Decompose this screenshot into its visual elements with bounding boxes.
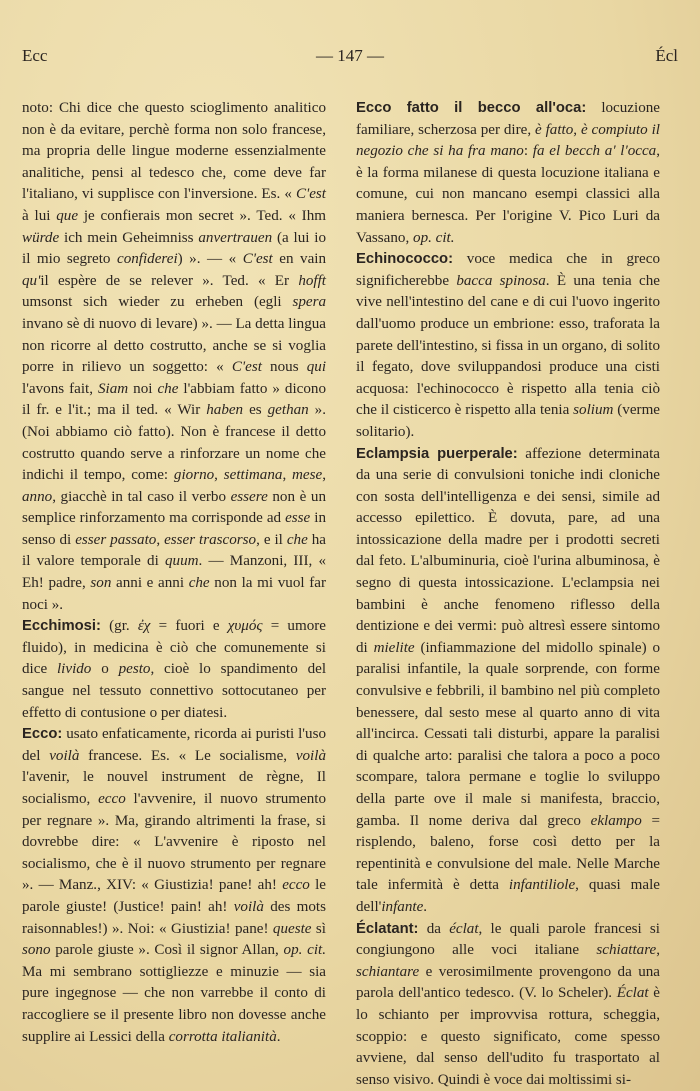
- entry-headword: Ecchimosi:: [22, 618, 101, 635]
- page-header: [22, 46, 678, 70]
- entry-headword: Eclampsia puerperale:: [356, 445, 518, 462]
- header-right-guideword: Écl: [655, 46, 678, 65]
- dictionary-entry: [22, 616, 326, 724]
- entry-headword: Ecco:: [22, 726, 63, 743]
- dictionary-entry: [22, 98, 326, 616]
- entry-body: usato enfaticamente, ricorda ai puristi l'uso del voilà francese. Es. « Le socialisme, voilà l'avenir, le nouvel instrument de règne, Il socialismo, ecco l'avvenire, il nuovo strumento per regnare ». Ma, girando altrimenti la frase, si dovrebbe dire: « L'avvenire è riposto nel socialismo, che è il nuovo strumento per regnare ». — Manz., XIV: « Giustizia! pane! ah! ecco le parole giuste! (Justice! pain! ah! voilà des mots raisonnables!) ». Noi: « Giustizia! pane! queste sì sono parole giuste ». Così il signor Allan, op. cit. Ma mi sembrano sottigliezze e minuzie — sia pure ingegnose — che non varrebbe il conto di raccogliere se il presente libro non dovesse anche supplire ai Lessici della corrotta italianità.: [22, 726, 326, 1045]
- entry-body: locuzione familiare, scherzosa per dire, è fatto, è compiuto il negozio che si ha fra mano: fa el becch a' l'occa, è la forma milanese di questa locuzione italiana e comune, cui non mancano esempi classici alla maniera bernesca. Per l'origine V. Pico Luri da Vassano, op. cit.: [356, 100, 660, 246]
- dictionary-entry: [22, 724, 326, 1048]
- entry-body: (gr. ἐχ = fuori e χυμός = umore fluido), in medicina è ciò che comunemente si dice livido o pesto, cioè lo spandimento del sangue nel tessuto connettivo sottocutaneo per effetto di contusione o per diatesi.: [22, 618, 327, 721]
- entry-body: noto: Chi dice che questo scioglimento analitico non è da evitare, perchè forma non solo francese, ma propria delle lingue moderne essenzialmente analitiche, pensi al tedesco che, come deve far l'italiano, vi supplisce con l'inversione. Es. « C'est à lui que je confierais mon secret ». Ted. « Ihm würde ich mein Geheimniss anvertrauen (a lui io il mio segreto confiderei) ». — « C'est en vain qu'il espère de se relever ». Ted. « Er hofft umsonst sich wieder zu erheben (egli spera invano sè di nuovo di levare) ». — La detta lingua non ricorre al detto costrutto, anche se si voglia porre in rilievo un soggetto: « C'est nous qui l'avons fait, Siam noi che l'abbiam fatto » dicono il fr. e l'it.; ma il ted. « Wir haben es gethan ». (Noi abbiamo ciò fatto). Non è francese il detto costrutto quando serve a rinforzare un nome che indichi il tempo, come: giorno, settimana, mese, anno, giacchè in tal caso il verbo essere non è un semplice rinforzamento ma corrisponde ad esse in senso di esser passato, esser trascorso, e il che ha il valore temporale di quum. — Manzoni, III, « Eh! padre, son anni e anni che non la mi vuol far noci ».: [22, 100, 327, 613]
- entry-body: da éclat, le quali parole francesi si congiungono alle voci italiane schiattare, schiantare e verosimilmente provengono da una parola dell'antico tedesco. (V. lo Scheler). Éclat è lo schianto per improvvisa rottura, scheggia, scoppio: e questo significato, come spesso avviene, dal senso dell'udito fu trasportato al senso visivo. Quindi è voce dai moltissimi si-: [356, 920, 660, 1088]
- page-number: — 147 —: [316, 46, 384, 65]
- entry-body: affezione determinata da una serie di convulsioni toniche indi cloniche con sosta dell'intelligenza e dei sensi, simile ad accesso epilettico. È dovuta, pare, ad una intossicazione della madre per i prodotti secreti dal feto. L'albuminuria, cioè l'urina albuminosa, è segno di questa intossicazione. L'eclampsia nei bambini è anche fenomeno riflesso della dentizione e dei vermi: può altresì essere sintomo di mielite (infiammazione del midollo spinale) o paralisi infantile, la quale sorprende, con forme convulsive e febbrili, il bambino nel più completo benessere, dal sesto mese al quarto anno di vita all'incirca. Cessati tali disturbi, appare la paralisi di qualche arto: paralisi che talora a poco a poco scompare, talora permane e toglie lo sviluppo della parte ove il male si manifesta, braccio, gamba. Il nome deriva dal greco eklampo = risplendo, baleno, forse così detto per la repentinità e convulsione del male. Nelle Marche tale infermità è detta infantiliole, quasi male dell'infante.: [356, 445, 661, 915]
- dictionary-entry: [356, 249, 660, 443]
- dictionary-entry: [356, 98, 660, 249]
- entry-headword: Ecco fatto il becco all'oca:: [356, 100, 587, 116]
- dictionary-entry: [356, 919, 660, 1091]
- left-column: [22, 98, 326, 1048]
- header-left-guideword: Ecc: [22, 46, 48, 65]
- right-column: [356, 98, 660, 1091]
- entry-body: voce medica che in greco significherebbe bacca spinosa. È una tenia che vive nell'intestino del cane e di cui l'uovo ingerito dall'uomo produce un embrione: esso, traforata la parete dell'intestino, si fissa in un organo, di solito il fegato, dove sviluppandosi produce una cisti acquosa: l'echinococco è rispetto alla tenia ciò che il cisticerco è rispetto alla tenia solium (verme solitario).: [356, 251, 661, 440]
- entry-headword: Éclatant:: [356, 920, 419, 937]
- entry-headword: Echinococco:: [356, 251, 454, 268]
- dictionary-entry: [356, 444, 660, 919]
